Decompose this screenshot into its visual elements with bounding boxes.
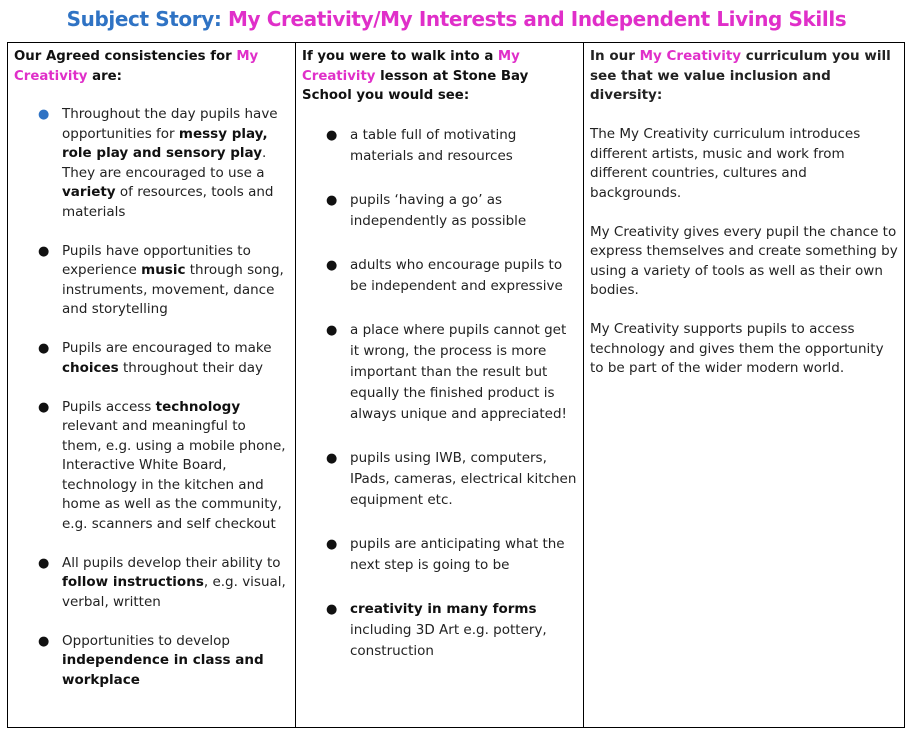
item-text: pupils are anticipating what the next step is going to be — [350, 535, 565, 573]
item-text: through song, instruments, movement, dance and storytelling — [62, 262, 284, 317]
column-inclusion — [584, 43, 904, 727]
content-table — [7, 42, 905, 728]
item-text: . They are encouraged to use a — [62, 145, 267, 181]
heading-subject: My Creativity — [14, 49, 259, 84]
list-item — [38, 632, 289, 691]
heading-text: curriculum you will see that we value inclusion and diversity: — [590, 48, 891, 103]
bullet-icon: ● — [326, 450, 338, 466]
bullet-icon: ● — [326, 322, 338, 338]
list-item — [38, 105, 289, 222]
column-heading — [14, 47, 289, 86]
heading-text: lesson at Stone Bay School you would see: — [302, 68, 529, 103]
bullet-icon: ● — [38, 107, 50, 122]
list-item — [38, 339, 289, 378]
bullet-icon: ● — [326, 601, 338, 617]
heading-subject: My Creativity — [639, 48, 742, 64]
item-text: adults who encourage pupils to be independent and expressive — [350, 256, 563, 294]
item-text: a table full of motivating materials and resources — [350, 126, 517, 164]
item-text: of resources, tools and materials — [62, 184, 274, 220]
item-text: Pupils are encouraged to make — [62, 340, 272, 356]
list-item — [326, 190, 577, 232]
emphasis-text: music — [141, 262, 186, 278]
item-text: Pupils access — [62, 398, 156, 415]
item-text: Throughout the day pupils have opportunities for — [62, 106, 278, 142]
page-title — [0, 7, 913, 31]
item-text: throughout their day — [118, 359, 264, 376]
paragraph: The My Creativity curriculum introduces different artists, music and work from different countries, cultures and backgrounds. — [590, 126, 861, 201]
bullet-icon: ● — [38, 633, 50, 649]
inclusion-paragraphs — [590, 125, 898, 379]
bullet-icon: ● — [326, 192, 338, 208]
column-lesson — [296, 43, 584, 727]
bullet-icon: ● — [326, 127, 338, 143]
item-text: Pupils have opportunities to experience — [62, 242, 251, 278]
title-subject: My Creativity/My Interests and Independent Living Skills — [228, 7, 847, 31]
title-lead: Subject Story: — [66, 7, 228, 31]
heading-text: In our — [590, 48, 640, 64]
list-item — [38, 398, 289, 535]
list-item — [326, 599, 577, 662]
item-text: including 3D Art e.g. pottery, construction — [350, 621, 547, 659]
consistencies-list — [14, 105, 289, 690]
column-consistencies — [8, 43, 296, 727]
list-item — [326, 534, 577, 576]
heading-text: If you were to walk into a — [302, 49, 498, 64]
list-item — [326, 255, 577, 297]
item-text: All pupils develop their ability to — [62, 554, 281, 571]
list-item — [38, 242, 289, 320]
bullet-icon: ● — [38, 399, 50, 415]
heading-text: are: — [87, 68, 122, 84]
emphasis-text: technology — [155, 398, 241, 415]
bullet-icon: ● — [326, 536, 338, 552]
emphasis-text: choices — [62, 359, 119, 376]
item-text: Opportunities to develop — [62, 632, 230, 649]
heading-text: Our Agreed consistencies for — [14, 49, 237, 64]
list-item — [38, 554, 289, 613]
list-item — [326, 125, 577, 167]
paragraph: My Creativity gives every pupil the chance to express themselves and create something by using a variety of tools as well as their own bodies. — [590, 223, 898, 298]
emphasis-text: independence in class and workplace — [62, 652, 264, 688]
item-text: , e.g. visual, verbal, written — [62, 574, 286, 610]
bullet-icon: ● — [38, 555, 50, 571]
column-heading — [590, 47, 898, 106]
item-text: pupils using IWB, computers, IPads, cameras, electrical kitchen equipment etc. — [350, 449, 577, 508]
list-item — [326, 320, 577, 425]
item-text: relevant and meaningful to them, e.g. using a mobile phone, Interactive White Board, technology in the kitchen and home as well as the community, e.g. scanners and self checkout — [62, 418, 286, 532]
item-text: a place where pupils cannot get it wrong, the process is more important than the result but equally the finished product is always unique and appreciated! — [350, 321, 567, 422]
bullet-icon: ● — [38, 243, 50, 259]
emphasis-text: variety — [62, 184, 116, 200]
column-heading — [302, 47, 577, 106]
list-item — [326, 448, 577, 511]
bullet-icon: ● — [38, 341, 50, 356]
emphasis-text: messy play, role play and sensory play — [62, 125, 268, 161]
item-text: pupils ‘having a go’ as independently as possible — [350, 191, 527, 229]
lesson-list — [302, 125, 577, 662]
heading-subject: My Creativity — [302, 49, 520, 84]
paragraph: My Creativity supports pupils to access technology and gives them the opportunity to be part of the wider modern world. — [590, 321, 884, 376]
emphasis-text: creativity in many forms — [350, 600, 537, 617]
emphasis-text: follow instructions — [62, 574, 204, 590]
bullet-icon: ● — [326, 257, 338, 273]
